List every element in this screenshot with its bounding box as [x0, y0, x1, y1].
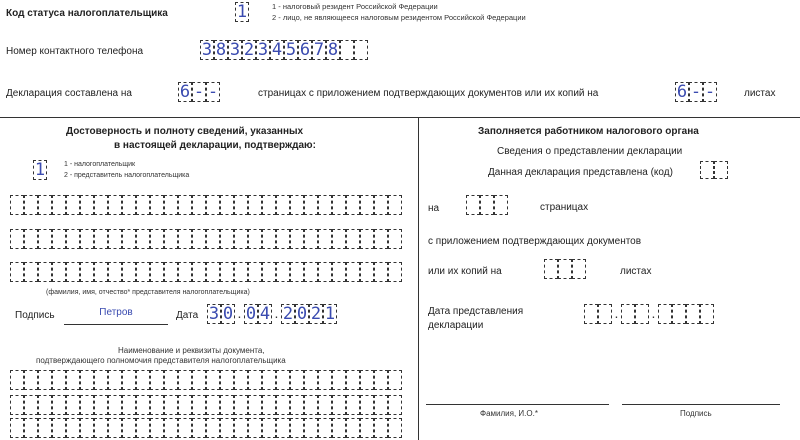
letter-cell[interactable] [234, 370, 248, 390]
letter-cell[interactable] [388, 229, 402, 249]
letter-cell[interactable] [192, 370, 206, 390]
confirmer-option-2: 2 - представитель налогоплательщика [64, 172, 190, 179]
letter-cell[interactable] [136, 195, 150, 215]
letter-cell[interactable] [290, 418, 304, 438]
letter-cell[interactable] [290, 395, 304, 415]
pages-count-field[interactable] [178, 82, 220, 102]
letter-cell[interactable] [388, 370, 402, 390]
official-fio-line[interactable] [426, 404, 609, 405]
letter-cell[interactable] [122, 395, 136, 415]
letter-cell[interactable] [332, 195, 346, 215]
letter-cell[interactable] [136, 370, 150, 390]
letter-cell[interactable] [178, 370, 192, 390]
letter-cell[interactable] [122, 370, 136, 390]
date-day-cell[interactable]: 0 [222, 304, 234, 324]
letter-cell[interactable] [10, 229, 24, 249]
letter-cell[interactable] [276, 262, 290, 282]
letter-cell[interactable] [248, 262, 262, 282]
phone-digit-cell[interactable]: 8 [215, 40, 227, 60]
date-field[interactable] [207, 304, 337, 324]
letter-cell[interactable] [234, 229, 248, 249]
letter-cell[interactable] [122, 418, 136, 438]
section-divider [0, 117, 800, 118]
letter-cell[interactable] [318, 262, 332, 282]
letter-cell[interactable] [220, 418, 234, 438]
letter-cell[interactable] [108, 395, 122, 415]
document-caption-line2: подтверждающего полномочия представителя налогоплательщика [36, 356, 286, 365]
letter-cell[interactable] [332, 418, 346, 438]
letter-cell[interactable] [220, 229, 234, 249]
letter-cell[interactable] [360, 229, 374, 249]
letter-cell[interactable] [374, 195, 388, 215]
letter-cell[interactable] [234, 262, 248, 282]
right-sheets-cell[interactable] [544, 259, 558, 279]
submission-month-cell[interactable] [621, 304, 635, 324]
letter-cell[interactable] [38, 195, 52, 215]
letter-cell[interactable] [164, 418, 178, 438]
phone-digit-cell[interactable]: 2 [243, 40, 255, 60]
pages-cell[interactable]: 6 [179, 82, 191, 102]
fio-row-3[interactable] [10, 262, 402, 282]
letter-cell[interactable] [24, 370, 38, 390]
fio-caption: (фамилия, имя, отчество* представителя налогоплательщика) [46, 289, 250, 296]
right-pages-field[interactable] [466, 195, 508, 215]
right-sheets-label: листах [620, 266, 652, 277]
submission-year-cell[interactable] [686, 304, 700, 324]
letter-cell[interactable] [262, 262, 276, 282]
letter-cell[interactable] [150, 370, 164, 390]
date-month-cell[interactable]: 4 [259, 304, 271, 324]
letter-cell[interactable] [206, 262, 220, 282]
fio-row-1[interactable] [10, 195, 402, 215]
attachments-label: с приложением подтверждающих документов [428, 236, 642, 247]
letter-cell[interactable] [388, 418, 402, 438]
date-day-cell[interactable]: 3 [208, 304, 220, 324]
right-pages-cell[interactable] [480, 195, 494, 215]
letter-cell[interactable] [318, 370, 332, 390]
letter-cell[interactable] [360, 195, 374, 215]
date-year-cell[interactable]: 2 [310, 304, 322, 324]
signature-field[interactable]: Петров [64, 304, 168, 325]
letter-cell[interactable] [94, 418, 108, 438]
letter-cell[interactable] [108, 370, 122, 390]
sheets-label: листах [744, 88, 776, 99]
letter-cell[interactable] [374, 370, 388, 390]
right-sheets-cell[interactable] [572, 259, 586, 279]
letter-cell[interactable] [304, 262, 318, 282]
document-caption-line1: Наименование и реквизиты документа, [118, 346, 265, 355]
letter-cell[interactable] [234, 195, 248, 215]
letter-cell[interactable] [10, 370, 24, 390]
declaration-label: Декларация составлена на [6, 88, 132, 99]
letter-cell[interactable] [318, 395, 332, 415]
letter-cell[interactable] [192, 195, 206, 215]
letter-cell[interactable] [346, 418, 360, 438]
phone-digit-cell[interactable]: 4 [271, 40, 283, 60]
submission-day-cell[interactable] [584, 304, 598, 324]
letter-cell[interactable] [374, 229, 388, 249]
pages-cell[interactable]: - [193, 82, 205, 102]
letter-cell[interactable] [164, 370, 178, 390]
letter-cell[interactable] [318, 418, 332, 438]
letter-cell[interactable] [290, 229, 304, 249]
letter-cell[interactable] [262, 370, 276, 390]
letter-cell[interactable] [164, 395, 178, 415]
letter-cell[interactable] [332, 370, 346, 390]
letter-cell[interactable] [360, 418, 374, 438]
right-heading: Заполняется работником налогового органа [478, 126, 699, 137]
submission-code-field[interactable] [700, 161, 728, 179]
letter-cell[interactable] [234, 395, 248, 415]
letter-cell[interactable] [66, 229, 80, 249]
code-cell[interactable] [714, 161, 728, 179]
letter-cell[interactable] [290, 262, 304, 282]
letter-cell[interactable] [262, 395, 276, 415]
letter-cell[interactable] [66, 418, 80, 438]
submission-month-cell[interactable] [635, 304, 649, 324]
taxpayer-status-field[interactable] [235, 2, 249, 22]
letter-cell[interactable] [52, 229, 66, 249]
letter-cell[interactable] [388, 195, 402, 215]
letter-cell[interactable] [360, 262, 374, 282]
letter-cell[interactable] [276, 370, 290, 390]
date-label: Дата [176, 310, 199, 321]
letter-cell[interactable] [276, 229, 290, 249]
letter-cell[interactable] [192, 229, 206, 249]
right-subheading: Сведения о представлении декларации [497, 146, 683, 157]
letter-cell[interactable] [24, 195, 38, 215]
submission-date-field[interactable] [584, 304, 714, 324]
pages-label: страницах [540, 202, 589, 213]
letter-cell[interactable] [94, 229, 108, 249]
date-separator: . [614, 305, 619, 321]
fio-row-2[interactable] [10, 229, 402, 249]
letter-cell[interactable] [150, 262, 164, 282]
submission-year-cell[interactable] [658, 304, 672, 324]
taxpayer-status-label: Код статуса налогоплательщика [6, 8, 168, 19]
phone-digit-cell[interactable]: 8 [327, 40, 339, 60]
letter-cell[interactable] [10, 262, 24, 282]
letter-cell[interactable] [66, 395, 80, 415]
submission-date-label-line1: Дата представления [428, 306, 524, 317]
letter-cell[interactable] [248, 195, 262, 215]
on-label: на [428, 203, 440, 214]
phone-digit-cell[interactable]: 7 [313, 40, 325, 60]
letter-cell[interactable] [360, 395, 374, 415]
letter-cell[interactable] [178, 195, 192, 215]
letter-cell[interactable] [276, 418, 290, 438]
letter-cell[interactable] [24, 229, 38, 249]
letter-cell[interactable] [206, 418, 220, 438]
letter-cell[interactable] [332, 262, 346, 282]
letter-cell[interactable] [80, 262, 94, 282]
letter-cell[interactable] [150, 195, 164, 215]
letter-cell[interactable] [94, 262, 108, 282]
letter-cell[interactable] [52, 418, 66, 438]
status-option-1: 1 - налоговый резидент Российской Федерации [272, 2, 438, 11]
letter-cell[interactable] [220, 195, 234, 215]
sheets-cell[interactable]: - [704, 82, 716, 102]
date-month-cell[interactable]: 0 [245, 304, 257, 324]
date-separator: . [274, 305, 279, 321]
left-heading-line2: в настоящей декларации, подтверждаю: [114, 140, 316, 151]
submitted-label: Данная декларация представлена (код) [488, 167, 673, 178]
letter-cell[interactable] [136, 418, 150, 438]
phone-digit-cell[interactable]: 6 [299, 40, 311, 60]
phone-digit-cell[interactable]: 3 [201, 40, 213, 60]
right-sheets-cell[interactable] [558, 259, 572, 279]
letter-cell[interactable] [346, 262, 360, 282]
letter-cell[interactable] [122, 229, 136, 249]
date-separator: . [237, 305, 242, 321]
letter-cell[interactable] [192, 262, 206, 282]
letter-cell[interactable] [290, 195, 304, 215]
letter-cell[interactable] [52, 262, 66, 282]
letter-cell[interactable] [346, 195, 360, 215]
letter-cell[interactable] [206, 395, 220, 415]
letter-cell[interactable] [52, 195, 66, 215]
letter-cell[interactable] [220, 395, 234, 415]
letter-cell[interactable] [374, 418, 388, 438]
confirmer-option-1: 1 - налогоплательщик [64, 161, 136, 168]
letter-cell[interactable] [136, 262, 150, 282]
column-divider [418, 117, 419, 440]
official-fio-label: Фамилия, И.О.* [480, 409, 538, 418]
letter-cell[interactable] [304, 370, 318, 390]
letter-cell[interactable] [38, 395, 52, 415]
letter-cell[interactable] [276, 195, 290, 215]
letter-cell[interactable] [276, 395, 290, 415]
letter-cell[interactable] [304, 418, 318, 438]
letter-cell[interactable] [80, 395, 94, 415]
letter-cell[interactable] [38, 370, 52, 390]
date-year-cell[interactable]: 2 [282, 304, 294, 324]
submission-year-cell[interactable] [672, 304, 686, 324]
letter-cell[interactable] [10, 418, 24, 438]
sheets-cell[interactable]: - [690, 82, 702, 102]
letter-cell[interactable] [178, 395, 192, 415]
letter-cell[interactable] [248, 229, 262, 249]
letter-cell[interactable] [24, 262, 38, 282]
phone-label: Номер контактного телефона [6, 46, 144, 57]
letter-cell[interactable] [192, 395, 206, 415]
letter-cell[interactable] [10, 395, 24, 415]
letter-cell[interactable] [220, 370, 234, 390]
letter-cell[interactable] [234, 418, 248, 438]
letter-cell[interactable] [220, 262, 234, 282]
letter-cell[interactable] [66, 370, 80, 390]
letter-cell[interactable] [248, 418, 262, 438]
status-option-2: 2 - лицо, не являющееся налоговым резидентом Российской Федерации [272, 13, 526, 22]
letter-cell[interactable] [388, 395, 402, 415]
letter-cell[interactable] [108, 418, 122, 438]
letter-cell[interactable] [206, 195, 220, 215]
phone-field[interactable] [200, 40, 368, 60]
letter-cell[interactable] [80, 229, 94, 249]
letter-cell[interactable] [346, 229, 360, 249]
letter-cell[interactable] [206, 370, 220, 390]
signature-label: Подпись [15, 310, 55, 321]
letter-cell[interactable] [164, 229, 178, 249]
letter-cell[interactable] [178, 418, 192, 438]
code-cell[interactable] [700, 161, 714, 179]
letter-cell[interactable] [178, 262, 192, 282]
letter-cell[interactable] [94, 195, 108, 215]
letter-cell[interactable] [150, 229, 164, 249]
letter-cell[interactable] [346, 370, 360, 390]
letter-cell[interactable] [94, 395, 108, 415]
letter-cell[interactable] [192, 418, 206, 438]
letter-cell[interactable] [332, 395, 346, 415]
letter-cell[interactable] [122, 195, 136, 215]
submission-day-cell[interactable] [598, 304, 612, 324]
letter-cell[interactable] [108, 262, 122, 282]
submission-date-label-line2: декларации [428, 320, 484, 331]
letter-cell[interactable] [122, 262, 136, 282]
letter-cell[interactable] [248, 370, 262, 390]
sheets-count-field[interactable] [675, 82, 717, 102]
letter-cell[interactable] [206, 229, 220, 249]
date-separator: . [651, 305, 656, 321]
phone-digit-cell[interactable]: 3 [229, 40, 241, 60]
letter-cell[interactable] [164, 195, 178, 215]
letter-cell[interactable] [178, 229, 192, 249]
letter-cell[interactable] [108, 195, 122, 215]
letter-cell[interactable] [262, 195, 276, 215]
copies-label: или их копий на [428, 266, 502, 277]
letter-cell[interactable] [52, 395, 66, 415]
pages-cell[interactable]: - [207, 82, 219, 102]
letter-cell[interactable] [150, 395, 164, 415]
phone-digit-cell[interactable]: 3 [257, 40, 269, 60]
right-sheets-field[interactable] [544, 259, 586, 279]
document-row-3[interactable] [10, 418, 402, 438]
letter-cell[interactable] [80, 195, 94, 215]
left-heading-line1: Достоверность и полноту сведений, указанных [66, 126, 304, 137]
right-pages-cell[interactable] [494, 195, 508, 215]
letter-cell[interactable] [80, 418, 94, 438]
letter-cell[interactable] [66, 195, 80, 215]
letter-cell[interactable] [38, 418, 52, 438]
confirmer-field[interactable] [33, 160, 47, 180]
letter-cell[interactable] [304, 395, 318, 415]
letter-cell[interactable] [10, 195, 24, 215]
letter-cell[interactable] [262, 418, 276, 438]
document-row-2[interactable] [10, 395, 402, 415]
letter-cell[interactable] [346, 395, 360, 415]
letter-cell[interactable] [108, 229, 122, 249]
submission-year-cell[interactable] [700, 304, 714, 324]
letter-cell[interactable] [304, 195, 318, 215]
official-signature-label: Подпись [680, 409, 712, 418]
letter-cell[interactable] [38, 229, 52, 249]
letter-cell[interactable] [304, 229, 318, 249]
document-row-1[interactable] [10, 370, 402, 390]
letter-cell[interactable] [52, 370, 66, 390]
letter-cell[interactable] [136, 395, 150, 415]
letter-cell[interactable] [290, 370, 304, 390]
confirmer-cell[interactable]: 1 [34, 160, 46, 180]
letter-cell[interactable] [318, 195, 332, 215]
letter-cell[interactable] [150, 418, 164, 438]
date-year-cell[interactable]: 0 [296, 304, 308, 324]
right-pages-cell[interactable] [466, 195, 480, 215]
letter-cell[interactable] [80, 370, 94, 390]
letter-cell[interactable] [388, 262, 402, 282]
letter-cell[interactable] [374, 395, 388, 415]
letter-cell[interactable] [164, 262, 178, 282]
letter-cell[interactable] [360, 370, 374, 390]
letter-cell[interactable] [332, 229, 346, 249]
letter-cell[interactable] [94, 370, 108, 390]
official-signature-line[interactable] [622, 404, 780, 405]
sheets-cell[interactable]: 6 [676, 82, 688, 102]
attachments-text: страницах с приложением подтверждающих документов или их копий на [258, 88, 599, 99]
letter-cell[interactable] [248, 395, 262, 415]
letter-cell[interactable] [24, 418, 38, 438]
letter-cell[interactable] [262, 229, 276, 249]
taxpayer-status-cell[interactable]: 1 [236, 2, 248, 22]
letter-cell[interactable] [318, 229, 332, 249]
date-year-cell[interactable]: 1 [324, 304, 336, 324]
phone-digit-cell[interactable]: 5 [285, 40, 297, 60]
letter-cell[interactable] [24, 395, 38, 415]
letter-cell[interactable] [374, 262, 388, 282]
phone-digit-cell[interactable] [354, 40, 368, 60]
phone-digit-cell[interactable] [340, 40, 354, 60]
letter-cell[interactable] [136, 229, 150, 249]
letter-cell[interactable] [66, 262, 80, 282]
letter-cell[interactable] [38, 262, 52, 282]
